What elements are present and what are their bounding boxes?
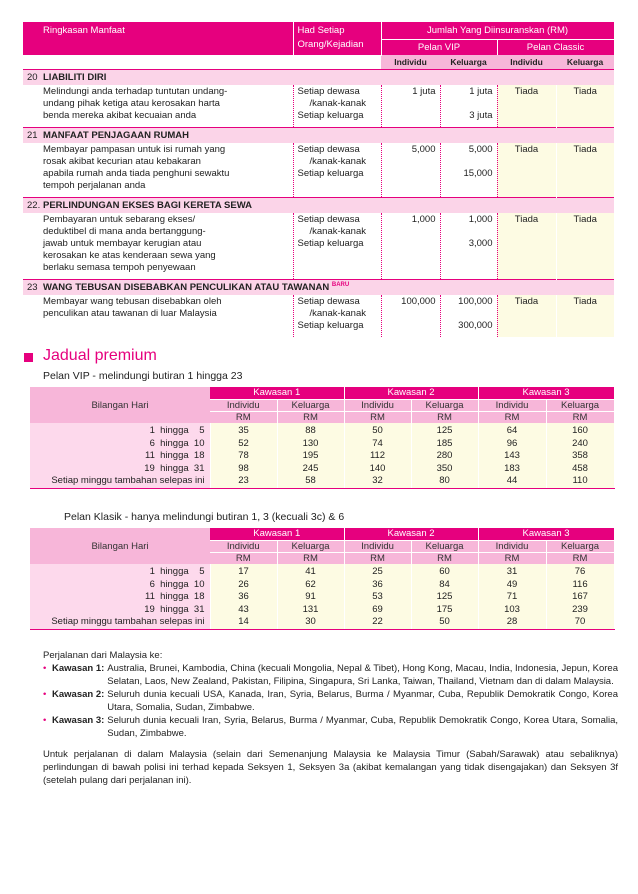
section-title [23, 128, 614, 144]
premium-value: 195 [302, 450, 319, 461]
type-header: Individu [210, 540, 277, 552]
premium-value: 36 [372, 578, 383, 590]
vip-individual-value: 100,000 [381, 295, 440, 337]
classic-family-value: Tiada [556, 143, 614, 198]
desc-line: jawab untuk membayar kerugian atau [43, 238, 202, 249]
type-header: Individu [478, 399, 546, 411]
premium-value: 245 [302, 462, 319, 474]
vip-individual-value: 1 juta [381, 85, 440, 128]
premium-value: 112 [369, 450, 386, 461]
desc-line: Membayar wang tebusan disebabkan oleh [43, 296, 222, 308]
classic-individual-value: Tiada [497, 295, 556, 337]
premium-value: 98 [238, 462, 249, 474]
row-label: 11 hingga 18 [144, 591, 205, 602]
classic-family-value: Tiada [556, 213, 614, 280]
desc-line: penculikan atau tawanan di luar Malaysia [43, 308, 217, 320]
desc-line: Pembayaran untuk sebarang ekses/ [43, 214, 196, 225]
section-title-text: PERLINDUNGAN EKSES BAGI KERETA SEWA [43, 200, 253, 211]
zone-header: Kawasan 1 [210, 387, 344, 399]
benefit-limit [293, 213, 381, 280]
classic-family-value: Tiada [556, 295, 614, 337]
days-header: Bilangan Hari [30, 387, 210, 423]
region-countries: Australia, Brunei, Kambodia, China (kecuali Mongolia, Nepal & Tibet), Hong Kong, Macau, India, Indonesia, Jepun, Korea Selatan, Laos, New Zealand, Pakistan, Filipina, Singapura, Sri Lanka, Taiwan, Thailand, Vietnam dan di dalam Malaysia. [107, 663, 618, 687]
new-badge: BARU [331, 282, 350, 288]
premium-column [344, 423, 411, 488]
premium-value: 36 [238, 591, 249, 602]
premium-value: 49 [506, 578, 518, 590]
row-labels [30, 564, 210, 629]
premium-value: 76 [574, 566, 586, 577]
row-label: 11 hingga 18 [144, 450, 205, 461]
desc-line: benda mereka akibat kecuaian anda [43, 110, 197, 121]
desc-line: deduktibel di mana anda bertanggung- [43, 226, 206, 237]
bullet-icon: • [43, 715, 47, 726]
premium-data-block [30, 564, 614, 629]
currency-cell: RM [411, 411, 478, 423]
sub-header: Keluarga [556, 55, 614, 70]
type-header: Keluarga [411, 399, 478, 411]
benefit-row-20 [23, 85, 614, 128]
row-label: Setiap minggu tambahan selepas ini [51, 616, 205, 627]
premium-column [344, 564, 411, 629]
region-item [43, 688, 618, 714]
premium-value: 53 [372, 591, 383, 602]
premium-value: 358 [572, 450, 588, 461]
limit-line: Setiap keluarga [297, 110, 364, 121]
region-label: Kawasan 2: [52, 689, 105, 700]
limit-header-line1: Had Setiap [297, 25, 345, 36]
type-header: Individu [478, 540, 546, 552]
premium-value: 88 [305, 425, 316, 436]
premium-value: 69 [372, 603, 383, 615]
benefit-description [23, 85, 293, 128]
premium-value: 350 [436, 462, 453, 474]
region-item [43, 662, 618, 688]
premium-value: 143 [504, 450, 520, 461]
limit-line: Setiap dewasa [297, 86, 360, 97]
premium-value: 183 [504, 462, 520, 474]
classic-plan-header: Pelan Classic [497, 40, 614, 56]
row-label: Setiap minggu tambahan selepas ini [51, 475, 205, 486]
limit-header [293, 22, 381, 55]
limit-line: /kanak-kanak [309, 308, 367, 320]
vip-subtitle: Pelan VIP - melindungi butiran 1 hingga 23 [43, 370, 243, 382]
premium-data-block [30, 423, 614, 488]
premium-title: Jadual premium [43, 347, 157, 364]
type-header: Keluarga [277, 540, 344, 552]
vip-plan-header: Pelan VIP [381, 40, 497, 56]
vip-family-line: 3 juta [469, 110, 493, 121]
premium-value: 84 [439, 578, 450, 590]
limit-line: Setiap keluarga [297, 320, 364, 332]
premium-value: 64 [506, 425, 518, 436]
classic-individual-value: Tiada [497, 213, 556, 280]
zone-header-row [30, 528, 614, 540]
premium-value: 58 [305, 475, 316, 486]
premium-value: 91 [305, 591, 316, 602]
premium-value: 110 [572, 475, 588, 486]
premium-column [411, 423, 478, 488]
section-number: 23 [27, 282, 38, 294]
currency-cell: RM [546, 411, 614, 423]
vip-family-line: 3,000 [468, 238, 493, 249]
currency-cell: RM [411, 552, 478, 564]
premium-value: 52 [238, 437, 249, 449]
premium-value: 239 [572, 603, 588, 615]
type-header: Keluarga [546, 540, 614, 552]
premium-value: 41 [305, 566, 316, 577]
premium-value: 103 [504, 603, 520, 615]
days-header: Bilangan Hari [30, 528, 210, 564]
section-title [23, 70, 614, 86]
type-header: Keluarga [411, 540, 478, 552]
currency-cell: RM [210, 411, 277, 423]
type-header: Keluarga [277, 399, 344, 411]
premium-value: 125 [436, 591, 453, 602]
benefit-description [23, 213, 293, 280]
section-bullet-square [24, 353, 33, 362]
currency-cell: RM [478, 411, 546, 423]
premium-value: 185 [436, 437, 453, 449]
insured-header: Jumlah Yang Diinsuranskan (RM) [381, 22, 614, 40]
benefit-row-23 [23, 295, 614, 337]
premium-value: 71 [506, 591, 518, 602]
zone-header: Kawasan 3 [478, 528, 614, 540]
limit-line: /kanak-kanak [309, 98, 367, 109]
vip-family-line: 5,000 [468, 144, 493, 155]
limit-header-line2: Orang/Kejadian [297, 39, 364, 50]
desc-line: tempoh perjalanan anda [43, 180, 146, 191]
currency-cell: RM [344, 411, 411, 423]
section-title [23, 198, 614, 214]
row-label: 6 hingga 10 [149, 437, 205, 449]
premium-value: 50 [372, 425, 383, 436]
section-number: 21 [27, 130, 38, 141]
vip-individual-value: 5,000 [381, 143, 440, 198]
row-label: 1 hingga 5 [149, 425, 205, 436]
section-title-text: MANFAAT PENJAGAAN RUMAH [43, 130, 190, 141]
benefits-table [23, 22, 615, 337]
bullet-icon: • [43, 663, 47, 674]
premium-column [478, 564, 546, 629]
premium-column [277, 423, 344, 488]
desc-line: rosak akibat kecurian atau kebakaran [43, 156, 201, 167]
benefit-description [23, 143, 293, 198]
classic-individual-value: Tiada [497, 85, 556, 128]
limit-line: /kanak-kanak [309, 156, 367, 167]
premium-value: 125 [436, 425, 453, 436]
vip-family-line: 300,000 [458, 320, 493, 332]
type-header: Individu [344, 399, 411, 411]
benefit-limit [293, 143, 381, 198]
limit-line: Setiap dewasa [297, 214, 360, 225]
premium-value: 116 [572, 578, 588, 590]
classic-family-value: Tiada [556, 85, 614, 128]
row-label: 19 hingga 31 [144, 603, 205, 615]
section-title-text: LIABILITI DIRI [43, 72, 107, 83]
premium-column [210, 423, 277, 488]
section-title [23, 280, 614, 296]
premium-value: 175 [436, 603, 453, 615]
desc-line: apabila rumah anda tiada penghuni sewaktu [43, 168, 230, 179]
premium-value: 140 [369, 462, 386, 474]
premium-value: 160 [572, 425, 588, 436]
premium-value: 26 [238, 578, 249, 590]
zone-header: Kawasan 2 [344, 387, 478, 399]
premium-value: 167 [572, 591, 588, 602]
section-number: 22. [27, 200, 41, 211]
region-countries: Seluruh dunia kecuali USA, Kanada, Iran, Syria, Belarus, Burma / Myanmar, Cuba, Republik Demokratik Congo, Korea Utara, Somalia, Sudan, Zimbabwe. [107, 689, 618, 713]
vip-family-line: 15,000 [463, 168, 493, 179]
sub-header: Individu [381, 55, 440, 70]
premium-value: 458 [572, 462, 588, 474]
vip-family-value [440, 295, 497, 337]
region-name: Kawasan 3 [52, 715, 102, 726]
premium-value: 60 [439, 566, 450, 577]
section-row-21 [23, 128, 614, 144]
limit-line: Setiap keluarga [297, 238, 364, 249]
vip-individual-value: 1,000 [381, 213, 440, 280]
notes-intro: Perjalanan dari Malaysia ke: [43, 650, 163, 661]
summary-header: Ringkasan Manfaat [23, 22, 293, 55]
desc-line: kerosakan ke atas kenderaan sewa yang [43, 250, 216, 261]
zone-header: Kawasan 1 [210, 528, 344, 540]
vip-family-line: 1,000 [468, 214, 493, 225]
premium-value: 22 [372, 616, 383, 627]
blank-cell [293, 55, 381, 70]
limit-line: Setiap dewasa [297, 296, 360, 308]
sub-header-row [23, 55, 614, 70]
premium-value: 131 [302, 603, 319, 615]
region-name: Kawasan 1 [52, 663, 102, 674]
premium-column [478, 423, 546, 488]
classic-premium-table [30, 528, 615, 630]
premium-value: 280 [436, 450, 453, 461]
type-header: Individu [344, 540, 411, 552]
zone-header: Kawasan 3 [478, 387, 614, 399]
region-label: Kawasan 1: [52, 663, 105, 674]
limit-line: /kanak-kanak [309, 226, 367, 237]
section-title-text: WANG TEBUSAN DISEBABKAN PENCULIKAN ATAU TAWANAN [43, 282, 330, 294]
desc-line: Melindungi anda terhadap tuntutan undang- [43, 86, 228, 97]
zone-header-row [30, 387, 614, 399]
premium-column [210, 564, 277, 629]
region-item [43, 714, 618, 740]
premium-value: 50 [439, 616, 450, 627]
classic-individual-value: Tiada [497, 143, 556, 198]
currency-cell: RM [277, 552, 344, 564]
benefit-description [23, 295, 293, 337]
premium-value: 28 [506, 616, 518, 627]
premium-value: 62 [305, 578, 316, 590]
benefit-row-21 [23, 143, 614, 198]
premium-column [546, 564, 614, 629]
row-label: 19 hingga 31 [144, 462, 205, 474]
classic-subtitle: Pelan Klasik - hanya melindungi butiran 1, 3 (kecuali 3c) & 6 [64, 511, 345, 523]
travel-notes [43, 649, 618, 787]
region-label: Kawasan 3: [52, 715, 105, 726]
premium-value: 35 [238, 425, 249, 436]
premium-value: 23 [238, 475, 249, 486]
blank-cell [23, 55, 293, 70]
row-labels [30, 423, 210, 488]
premium-value: 70 [574, 616, 586, 627]
sub-header: Keluarga [440, 55, 497, 70]
currency-cell: RM [478, 552, 546, 564]
benefits-header-row [23, 22, 614, 40]
vip-family-value [440, 85, 497, 128]
desc-line: berlaku semasa tempoh penyewaan [43, 262, 196, 273]
type-header: Keluarga [546, 399, 614, 411]
premium-value: 74 [372, 437, 383, 449]
premium-value: 96 [506, 437, 518, 449]
premium-value: 31 [506, 566, 518, 577]
premium-value: 17 [238, 566, 249, 577]
domestic-travel-note: Untuk perjalanan di dalam Malaysia (selain dari Semenanjung Malaysia ke Malaysia Timur (Sabah/Sarawak) atau sebaliknya) perlindungan di bawah polisi ini terhad kepada Seksyen 1, Seksyen 3a (akibat kemalangan yang tidak disengajakan) dan Seksyen 3f (setelah pulang dari perjalanan ini). [43, 749, 618, 786]
vip-family-line: 100,000 [458, 296, 493, 308]
premium-value: 14 [238, 616, 249, 627]
row-label: 6 hingga 10 [149, 578, 205, 590]
limit-line: Setiap keluarga [297, 168, 364, 179]
currency-cell: RM [277, 411, 344, 423]
premium-value: 80 [439, 475, 450, 486]
premium-value: 25 [372, 566, 383, 577]
benefit-row-22 [23, 213, 614, 280]
vip-family-value [440, 213, 497, 280]
desc-line: undang pihak ketiga atau kerosakan harta [43, 98, 220, 109]
benefit-limit [293, 295, 381, 337]
vip-family-line: 1 juta [469, 86, 493, 97]
premium-value: 130 [302, 437, 319, 449]
vip-family-value [440, 143, 497, 198]
section-row-22 [23, 198, 614, 214]
sub-header: Individu [497, 55, 556, 70]
premium-column [546, 423, 614, 488]
zone-header: Kawasan 2 [344, 528, 478, 540]
region-countries: Seluruh dunia kecuali Iran, Syria, Belarus, Burma / Myanmar, Cuba, Republik Demokratik Congo, Korea Utara, Somalia, Sudan, Zimbabwe. [107, 715, 618, 739]
premium-value: 30 [305, 616, 316, 627]
region-name: Kawasan 2 [52, 689, 102, 700]
bullet-icon: • [43, 689, 47, 700]
premium-value: 78 [238, 450, 249, 461]
type-header: Individu [210, 399, 277, 411]
currency-cell: RM [210, 552, 277, 564]
benefit-limit [293, 85, 381, 128]
currency-cell: RM [546, 552, 614, 564]
section-row-20 [23, 70, 614, 86]
premium-value: 43 [238, 603, 249, 615]
premium-column [277, 564, 344, 629]
currency-cell: RM [344, 552, 411, 564]
section-number: 20 [27, 72, 38, 83]
premium-value: 240 [572, 437, 588, 449]
vip-premium-table [30, 387, 615, 489]
row-label: 1 hingga 5 [149, 566, 205, 577]
premium-value: 44 [506, 475, 518, 486]
desc-line: Membayar pampasan untuk isi rumah yang [43, 144, 226, 155]
section-row-23 [23, 280, 614, 296]
premium-value: 32 [372, 475, 383, 486]
premium-column [411, 564, 478, 629]
limit-line: Setiap dewasa [297, 144, 360, 155]
